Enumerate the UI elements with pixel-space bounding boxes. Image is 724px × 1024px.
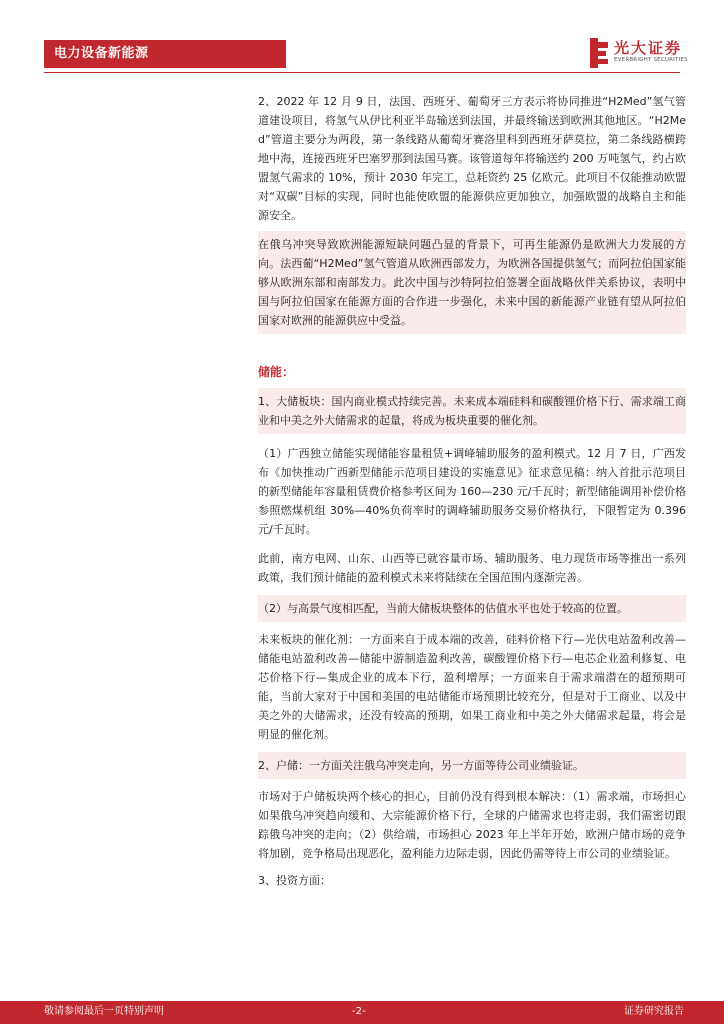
paragraph-valuation: （2）与高景气度相匹配，当前大储板块整体的估值水平也处于较高的位置。 [258, 602, 628, 615]
paragraph-europe-energy: 在俄乌冲突导致欧洲能源短缺问题凸显的背景下，可再生能源仍是欧洲大力发展的方向。法西葡“H2Med”氢气管道从欧洲西部发力，为欧洲各国提供氢气；而阿拉伯国家能够从欧洲东部和南部发力。此次中国与沙特阿拉伯签署全面战略伙伴关系协议，表明中国与阿拉伯国家在能源方面的合作进一步强化，未来中国的新能源产业链有望从阿拉伯国家对欧洲的能源供应中受益。 [258, 238, 686, 327]
everbright-logo-icon [588, 38, 610, 68]
paragraph-h2med: 2、2022 年 12 月 9 日，法国、西班牙、葡萄牙三方表示将协同推进“H2Med”氢气管道建设项目，将氢气从伊比利亚半岛输送到法国，并最终输送到欧洲其他地区。“H2Med”管道主要分为两段，第一条线路从葡萄牙赛洛里科到西班牙萨莫拉，第二条线路横跨地中海，连接西班牙巴塞罗那到法国马赛。该管道每年将输送约 200 万吨氢气，约占欧盟氢气需求的 10%，预计 2030 年完工，总耗资约 25 亿欧元。此项目不仅能推动欧盟对“双碳”目标的实现，同时也能使欧盟的能源供应更加独立，加强欧盟的战略自主和能源安全。 [258, 95, 686, 222]
paragraph-market-concerns: 市场对于户储板块两个核心的担心，目前仍没有得到根本解决：（1）需求端，市场担心如果俄乌冲突趋向缓和、大宗能源价格下行，全球的户储需求也将走弱，我们需密切跟踪俄乌冲突的走向；（2）供给端，市场担心 2023 年上半年开始，欧洲户储市场的竞争将加剧，竞争格局出现恶化，盈利能力边际走弱，因此仍需等待上市公司的业绩验证。 [258, 790, 686, 860]
section-title: 电力设备新能源 [44, 40, 286, 68]
footer-doc-type: 证券研究报告 [624, 1006, 684, 1017]
paragraph-large-storage: 1、大储板块：国内商业模式持续完善。未来成本端硅料和碳酸锂价格下行、需求端工商业和中美之外大储需求的起量，将成为板块重要的催化剂。 [258, 395, 686, 427]
paragraph-catalysts: 未来板块的催化剂：一方面来自于成本端的改善，硅料价格下行—光伏电站盈利改善—储能电站盈利改善—储能中游制造盈利改善，碳酸锂价格下行—电芯企业盈利修复、电芯价格下行—集成企业的成本下行，盈利增厚；一方面来自于需求端潜在的超预期可能，当前大家对于中国和美国的电站储能市场预期比较充分，但是对于工商业、以及中美之外的大储需求，还没有较高的预期，如果工商业和中美之外大储需求起量，将会是明显的催化剂。 [258, 633, 686, 741]
page-number: -2- [352, 1006, 366, 1017]
paragraph-southern-grid: 此前，南方电网、山东、山西等已就容量市场、辅助服务、电力现货市场等推出一系列政策，我们预计储能的盈利模式未来将陆续在全国范围内逐渐完善。 [258, 552, 686, 584]
company-logo [588, 36, 688, 70]
report-body [258, 92, 686, 890]
header-divider [44, 72, 680, 73]
logo-text-en: EVERBRIGHT SECURITIES [614, 57, 688, 63]
footer-disclaimer: 敬请参阅最后一页特别声明 [44, 1006, 164, 1017]
paragraph-guangxi-storage: （1）广西独立储能实现储能容量租赁+调峰辅助服务的盈利模式。12 月 7 日，广西发布《加快推动广西新型储能示范项目建设的实施意见》征求意见稿：纳入首批示范项目的新型储能年容量租赁费价格参考区间为 160—230 元/千瓦时；新型储能调用补偿价格参照燃煤机组 30%—40%负荷率时的调峰辅助服务交易价格执行，下限暂定为 0.396 元/千瓦时。 [258, 447, 686, 536]
paragraph-investment: 3、投资方面： [258, 874, 331, 887]
paragraph-household-storage: 2、户储：一方面关注俄乌冲突走向，另一方面等待公司业绩验证。 [258, 759, 584, 772]
logo-text-cn: 光大证券 [614, 39, 683, 57]
section-heading-storage: 储能： [258, 365, 295, 379]
